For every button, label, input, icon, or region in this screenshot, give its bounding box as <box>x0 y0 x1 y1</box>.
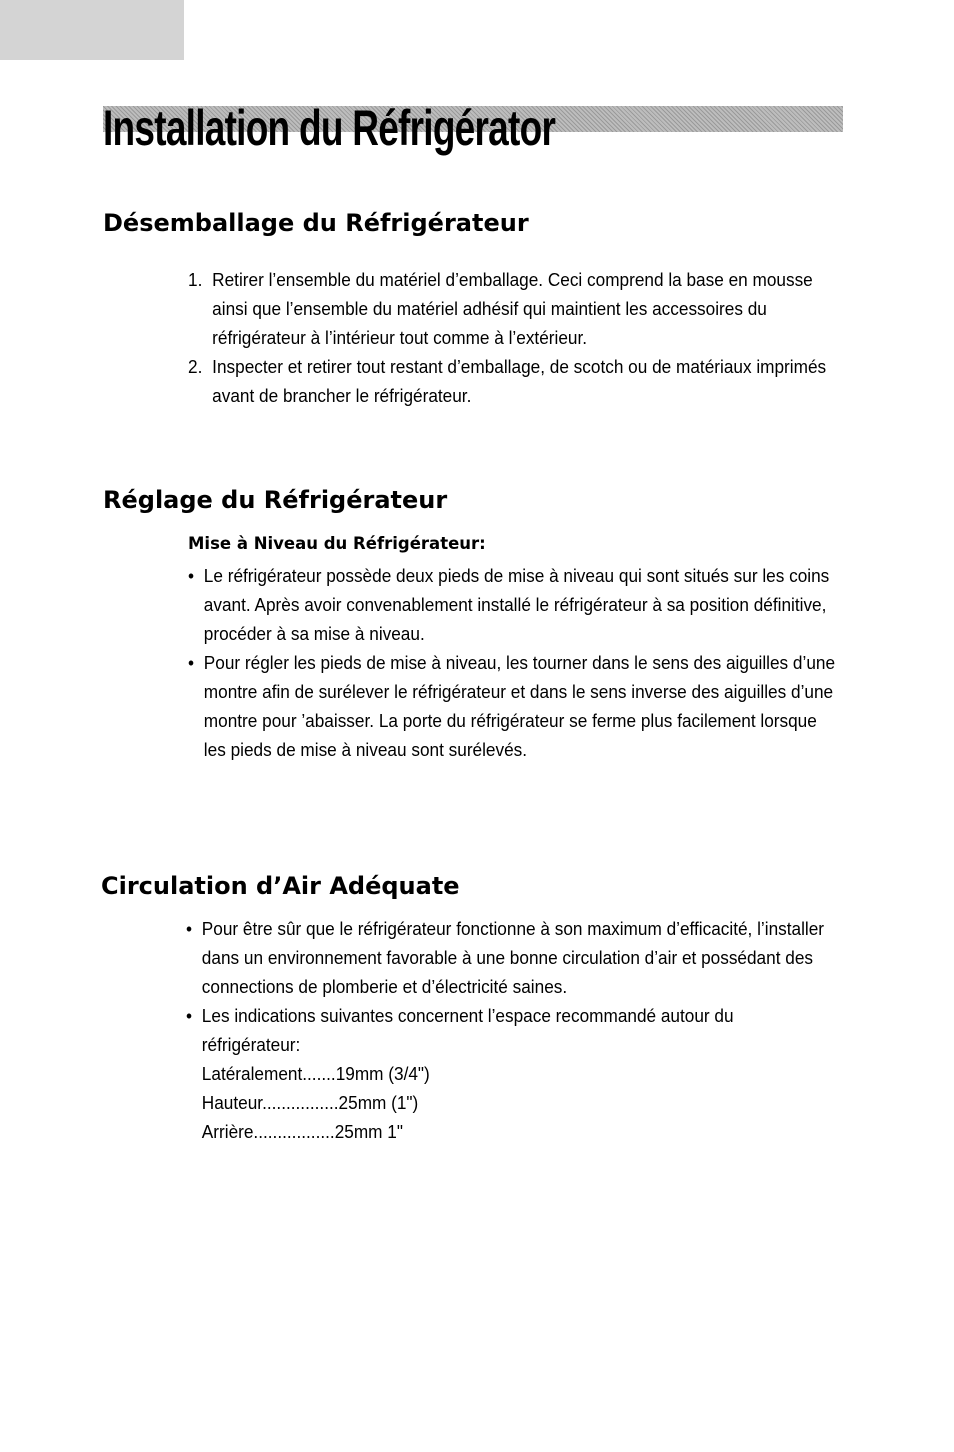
unpacking-heading: Désemballage du Réfrigérateur <box>103 209 529 237</box>
list-item <box>188 648 836 764</box>
list-item <box>188 561 836 648</box>
adjusting-list <box>188 561 836 764</box>
spacing-side: Latéralement.......19mm (3/4") <box>201 1063 430 1084</box>
unpacking-list <box>188 265 835 410</box>
list-item <box>188 352 835 410</box>
list-item <box>188 265 835 352</box>
spacing-back: Arrière.................25mm 1" <box>201 1121 403 1142</box>
list-item-text: Retirer l’ensemble du matériel d’emballage. Ceci comprend la base en mousse ainsi que l’ensemble du matériel adhésif qui maintient les accessoires du réfrigérateur à l’intérieur tout comme à l’extérieur. <box>212 269 813 348</box>
list-item-text: Le réfrigérateur possède deux pieds de mise à niveau qui sont situés sur les coins avant. Après avoir convenablement installé le réfrigérateur à sa position définitive, procéder à sa mise à niveau. <box>203 565 830 644</box>
spacing-top: Hauteur................25mm (1") <box>201 1092 419 1113</box>
bullet-icon: • <box>188 652 195 673</box>
bullet-icon: • <box>188 565 195 586</box>
list-number: 1. <box>188 269 203 290</box>
corner-tab <box>0 0 184 60</box>
adjusting-heading: Réglage du Réfrigérateur <box>103 486 448 514</box>
list-item <box>186 914 834 1001</box>
list-item <box>186 1001 834 1059</box>
air-list <box>186 914 834 1146</box>
air-heading: Circulation d’Air Adéquate <box>101 872 460 900</box>
list-item-text: Pour être sûr que le réfrigérateur fonctionne à son maximum d’efficacité, l’installer dans un environnement favorable à une bonne circulation d’air et possédant des connections de plomberie et d’électricité saines. <box>201 918 825 997</box>
bullet-icon: • <box>186 918 193 939</box>
list-number: 2. <box>188 356 203 377</box>
list-item-text: Pour régler les pieds de mise à niveau, les tourner dans le sens des aiguilles d’une montre afin de surélever le réfrigérateur et dans le sens inverse des aiguilles d’une montre pour ’abaisser. La porte du réfrigérateur se ferme plus facilement lorsque les pieds de mise à niveau sont surélevés. <box>203 652 836 760</box>
list-item-text: Inspecter et retirer tout restant d’emballage, de scotch ou de matériaux imprimés avant de brancher le réfrigérateur. <box>212 356 827 406</box>
page-title: Installation du Réfrigérator <box>103 100 556 156</box>
list-item-text: Les indications suivantes concernent l’espace recommandé autour du réfrigérateur: <box>201 1005 734 1055</box>
spacing-table <box>186 1059 834 1146</box>
bullet-icon: • <box>186 1005 193 1026</box>
leveling-subheading: Mise à Niveau du Réfrigérateur: <box>188 534 486 553</box>
